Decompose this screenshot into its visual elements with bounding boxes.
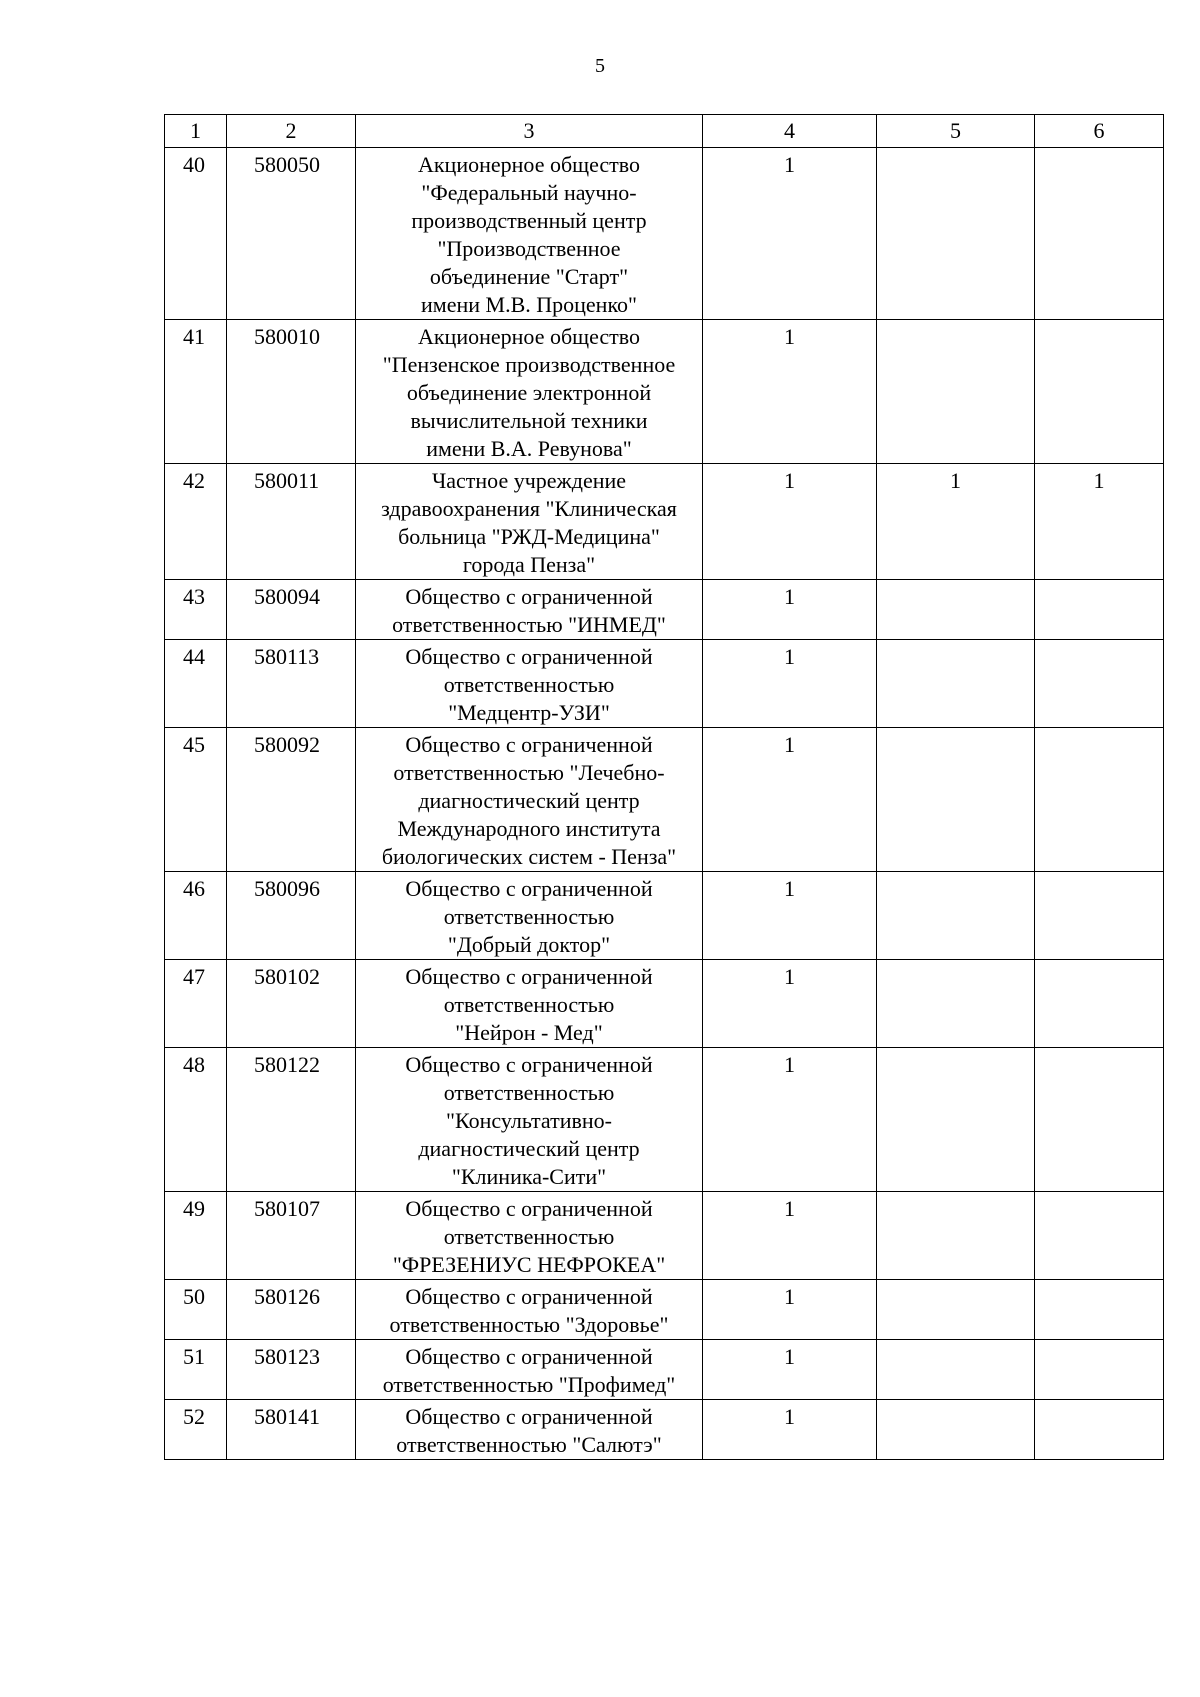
table-row: [165, 1340, 1164, 1400]
organization-name-cell: Общество с ограниченной ответственностью "Салютэ": [356, 1400, 703, 1460]
column-6-value-cell: [1035, 960, 1164, 1048]
row-code-cell: 580102: [227, 960, 356, 1048]
organizations-table: [164, 114, 1164, 1460]
column-5-value-cell: [877, 1400, 1035, 1460]
row-number-cell: 43: [165, 580, 227, 640]
column-4-value-cell: 1: [703, 148, 877, 320]
table-row: [165, 320, 1164, 464]
row-number-cell: 47: [165, 960, 227, 1048]
organization-name-cell: Частное учреждение здравоохранения "Клиническая больница "РЖД-Медицина" города Пенза": [356, 464, 703, 580]
column-5-value-cell: [877, 148, 1035, 320]
column-5-value-cell: [877, 640, 1035, 728]
column-4-value-cell: 1: [703, 640, 877, 728]
table-row: [165, 728, 1164, 872]
organization-name-cell: Общество с ограниченной ответственностью "Нейрон - Мед": [356, 960, 703, 1048]
organization-name-cell: Акционерное общество "Федеральный научно- производственный центр "Производственное объединение "Старт" имени М.В. Проценко": [356, 148, 703, 320]
column-5-value-cell: [877, 320, 1035, 464]
organization-name-cell: Акционерное общество "Пензенское производственное объединение электронной вычислительной техники имени В.А. Ревунова": [356, 320, 703, 464]
column-5-value-cell: 1: [877, 464, 1035, 580]
table-row: [165, 1280, 1164, 1340]
table-header-row: [165, 115, 1164, 148]
row-code-cell: 580010: [227, 320, 356, 464]
column-6-value-cell: [1035, 1340, 1164, 1400]
column-header-2: 2: [227, 115, 356, 148]
column-6-value-cell: [1035, 640, 1164, 728]
column-header-5: 5: [877, 115, 1035, 148]
row-number-cell: 50: [165, 1280, 227, 1340]
column-6-value-cell: [1035, 1192, 1164, 1280]
column-4-value-cell: 1: [703, 1400, 877, 1460]
column-5-value-cell: [877, 1048, 1035, 1192]
row-code-cell: 580126: [227, 1280, 356, 1340]
table-row: [165, 464, 1164, 580]
row-code-cell: 580050: [227, 148, 356, 320]
row-number-cell: 45: [165, 728, 227, 872]
column-5-value-cell: [877, 1340, 1035, 1400]
table-row: [165, 580, 1164, 640]
row-number-cell: 41: [165, 320, 227, 464]
organization-name-cell: Общество с ограниченной ответственностью "Медцентр-УЗИ": [356, 640, 703, 728]
organization-name-cell: Общество с ограниченной ответственностью "Добрый доктор": [356, 872, 703, 960]
column-4-value-cell: 1: [703, 728, 877, 872]
table-row: [165, 1400, 1164, 1460]
row-code-cell: 580011: [227, 464, 356, 580]
column-4-value-cell: 1: [703, 1340, 877, 1400]
row-code-cell: 580107: [227, 1192, 356, 1280]
column-6-value-cell: 1: [1035, 464, 1164, 580]
column-6-value-cell: [1035, 1400, 1164, 1460]
table-row: [165, 960, 1164, 1048]
row-code-cell: 580122: [227, 1048, 356, 1192]
row-code-cell: 580141: [227, 1400, 356, 1460]
row-number-cell: 49: [165, 1192, 227, 1280]
row-code-cell: 580094: [227, 580, 356, 640]
table-row: [165, 640, 1164, 728]
page-number: 5: [595, 55, 605, 77]
row-code-cell: 580092: [227, 728, 356, 872]
column-5-value-cell: [877, 580, 1035, 640]
organization-name-cell: Общество с ограниченной ответственностью "Здоровье": [356, 1280, 703, 1340]
column-4-value-cell: 1: [703, 872, 877, 960]
column-6-value-cell: [1035, 872, 1164, 960]
row-number-cell: 51: [165, 1340, 227, 1400]
column-6-value-cell: [1035, 1280, 1164, 1340]
row-number-cell: 42: [165, 464, 227, 580]
column-4-value-cell: 1: [703, 320, 877, 464]
column-5-value-cell: [877, 872, 1035, 960]
table-row: [165, 1048, 1164, 1192]
column-4-value-cell: 1: [703, 580, 877, 640]
row-number-cell: 44: [165, 640, 227, 728]
column-6-value-cell: [1035, 580, 1164, 640]
column-6-value-cell: [1035, 320, 1164, 464]
column-4-value-cell: 1: [703, 1280, 877, 1340]
row-number-cell: 40: [165, 148, 227, 320]
row-number-cell: 52: [165, 1400, 227, 1460]
row-code-cell: 580096: [227, 872, 356, 960]
organization-name-cell: Общество с ограниченной ответственностью "ФРЕЗЕНИУС НЕФРОКЕА": [356, 1192, 703, 1280]
row-code-cell: 580123: [227, 1340, 356, 1400]
column-5-value-cell: [877, 1192, 1035, 1280]
organization-name-cell: Общество с ограниченной ответственностью "Профимед": [356, 1340, 703, 1400]
column-4-value-cell: 1: [703, 1192, 877, 1280]
table-row: [165, 872, 1164, 960]
column-header-3: 3: [356, 115, 703, 148]
column-header-6: 6: [1035, 115, 1164, 148]
row-code-cell: 580113: [227, 640, 356, 728]
column-header-4: 4: [703, 115, 877, 148]
column-5-value-cell: [877, 728, 1035, 872]
organization-name-cell: Общество с ограниченной ответственностью "Лечебно- диагностический центр Международного института биологических систем - Пенза": [356, 728, 703, 872]
column-4-value-cell: 1: [703, 1048, 877, 1192]
column-4-value-cell: 1: [703, 960, 877, 1048]
row-number-cell: 46: [165, 872, 227, 960]
organization-name-cell: Общество с ограниченной ответственностью "Консультативно- диагностический центр "Клиника-Сити": [356, 1048, 703, 1192]
column-6-value-cell: [1035, 148, 1164, 320]
table-row: [165, 1192, 1164, 1280]
column-header-1: 1: [165, 115, 227, 148]
table-row: [165, 148, 1164, 320]
column-5-value-cell: [877, 1280, 1035, 1340]
table-body: [165, 115, 1164, 1460]
organization-name-cell: Общество с ограниченной ответственностью "ИНМЕД": [356, 580, 703, 640]
column-5-value-cell: [877, 960, 1035, 1048]
column-6-value-cell: [1035, 728, 1164, 872]
row-number-cell: 48: [165, 1048, 227, 1192]
column-6-value-cell: [1035, 1048, 1164, 1192]
column-4-value-cell: 1: [703, 464, 877, 580]
